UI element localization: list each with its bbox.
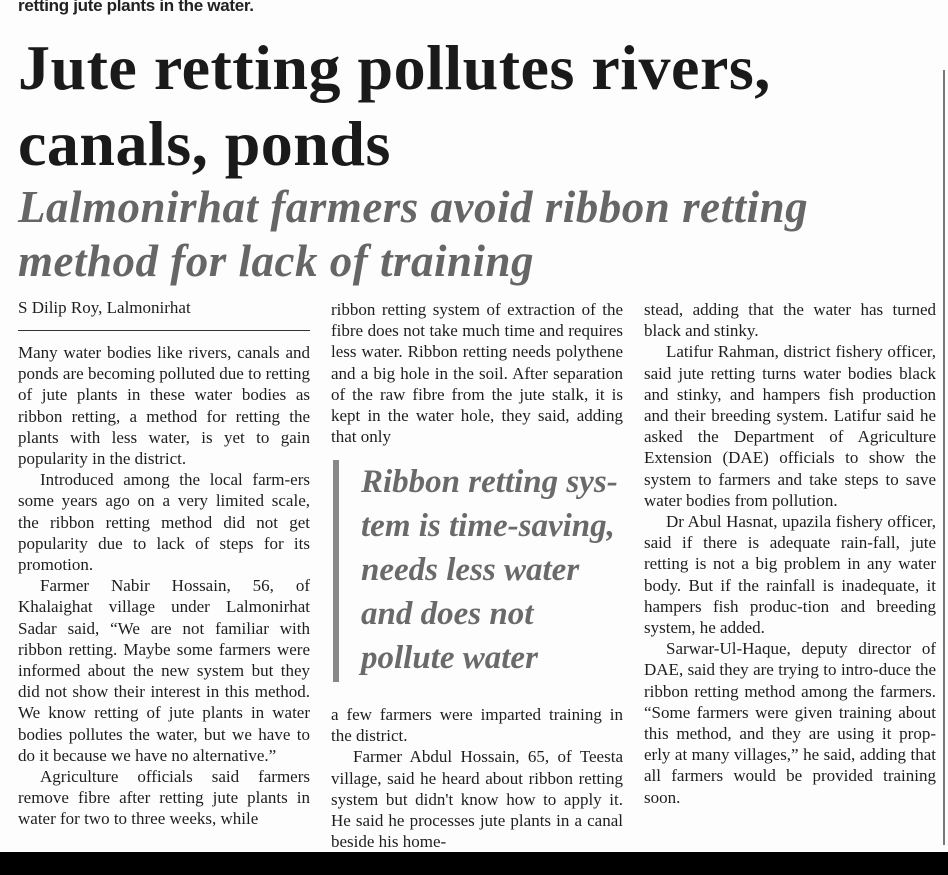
column-rule: [943, 70, 945, 845]
article-column-2-top: [331, 299, 623, 447]
article-column-1: [18, 342, 310, 830]
paragraph: a few farmers were imparted training in the district.: [331, 705, 623, 746]
paragraph: Sarwar-Ul-Haque, deputy director of DAE, said they are trying to intro-duce the ribbon retting method among the farmers. “Some farmers were given training about this method, and they are using it prop-erly at many villages,” he said, adding that all farmers would be provided training soon.: [644, 639, 936, 807]
bottom-border: [0, 852, 948, 875]
paragraph: Introduced among the local farm-ers some years ago on a very limited scale, the ribbon retting method did not get popularity due to lack of steps for its promotion.: [18, 470, 310, 575]
byline: S Dilip Roy, Lalmonirhat: [18, 298, 191, 317]
paragraph: Latifur Rahman, district fishery officer, said jute retting turns water bodies black and stinky, and hampers fish production and their breeding system. Latifur said he asked the Department of Agriculture Extension (DAE) officials to show the system to farmers and take steps to save water bodies from pollution.: [644, 342, 936, 510]
paragraph: Dr Abul Hasnat, upazila fishery officer, said if there is adequate rain-fall, jute retting is not a big problem in any water body. But if the rainfall is inadequate, it hampers fish produc-tion and breeding system, he added.: [644, 512, 936, 638]
paragraph: stead, adding that the water has turned black and stinky.: [644, 300, 936, 341]
byline-divider: [18, 330, 310, 331]
article-column-2-bottom: [331, 704, 623, 852]
pull-quote-text: Ribbon retting sys-tem is time-saving, needs less water and does not pollute water: [361, 464, 618, 676]
headline: Jute retting pollutes rivers, canals, ponds: [18, 32, 771, 179]
paragraph: Farmer Nabir Hossain, 56, of Khalaighat village under Lalmonirhat Sadar said, “We are not familiar with ribbon retting. Maybe some farmers were informed about the new system but they did not show their interest in this method. We know retting of jute plants in water bodies pollutes the water, but we have to do it because we have no alternative.”: [18, 576, 310, 765]
subheadline: Lalmonirhat farmers avoid ribbon retting method for lack of training: [18, 182, 809, 286]
paragraph: Agriculture officials said farmers remove fibre after retting jute plants in water for two to three weeks, while: [18, 767, 310, 829]
pull-quote: [333, 460, 621, 682]
paragraph: Many water bodies like rivers, canals and ponds are becoming polluted due to retting of jute plants in these water bodies as ribbon retting, a method for retting the plants with less water, is yet to gain popularity in the district.: [18, 343, 310, 469]
photo-caption: retting jute plants in the water.: [18, 0, 254, 15]
paragraph: Farmer Abdul Hossain, 65, of Teesta village, said he heard about ribbon retting system but didn't know how to apply it. He said he processes jute plants in a canal beside his home-: [331, 747, 623, 852]
paragraph: ribbon retting system of extraction of the fibre does not take much time and requires less water. Ribbon retting needs polythene and a big hole in the soil. After separation of the raw fibre from the jute stalk, it is kept in the water hole, they said, adding that only: [331, 300, 623, 447]
article-column-3: [644, 299, 936, 808]
